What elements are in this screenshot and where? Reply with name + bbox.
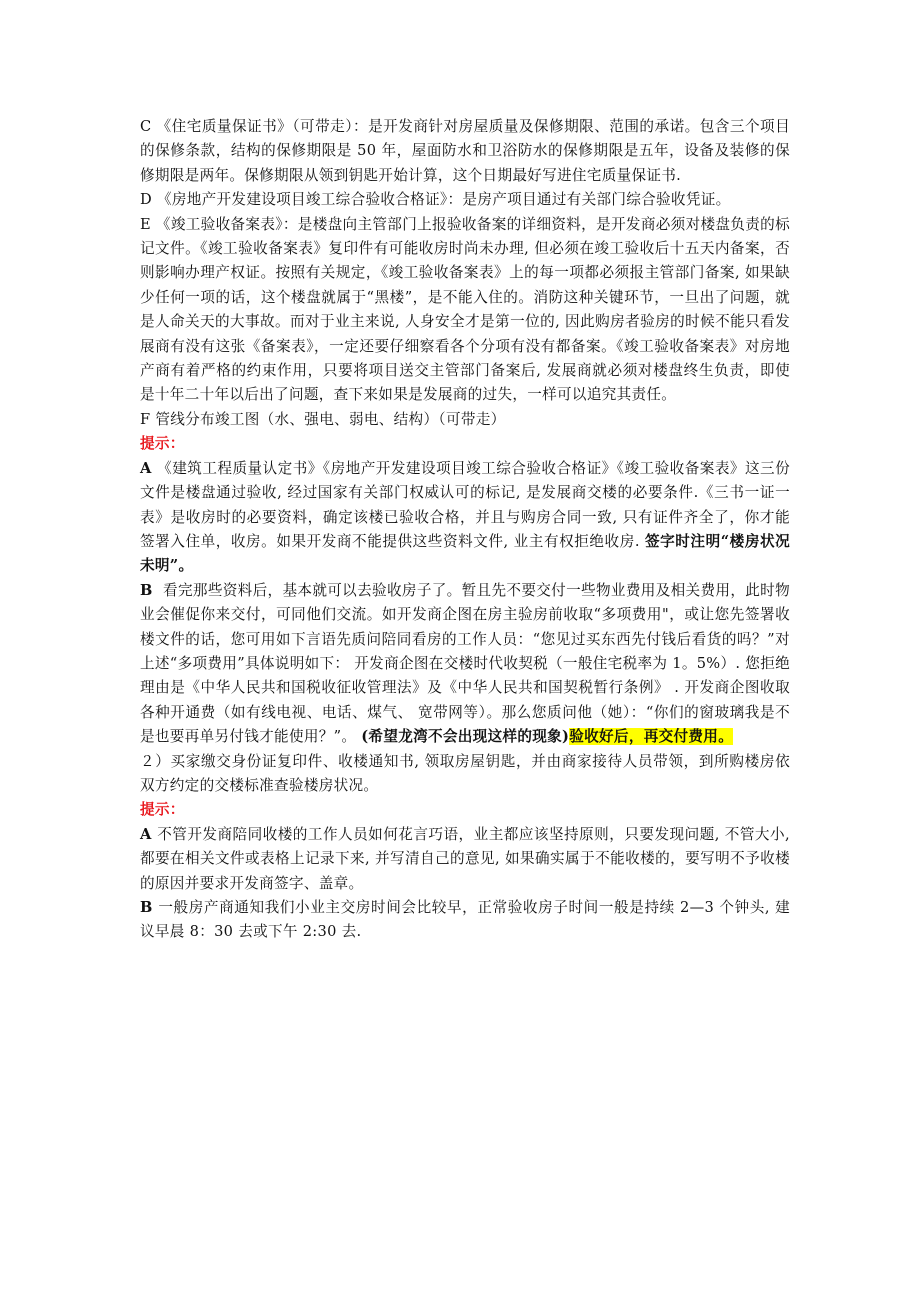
tip-heading-1: 提示： (140, 435, 185, 453)
item-text-c: 《住宅质量保证书》（可带走）：是开发商针对房屋质量及保修期限、范围的承诺。包含三个项目的保修条款，结构的保修期限是 50 年，屋面防水和卫浴防水的保修期限是五年，设备及装修的保修期限是两年。保修期限从领到钥匙开始计算，这个日期最好写进住宅质量保证书. (140, 118, 790, 184)
item-text-f: F 管线分布竣工图（水、强电、弱电、结构）（可带走） (140, 410, 506, 428)
paragraph-c (140, 115, 790, 188)
highlighted-text: 验收好后，再交付费用。 (569, 728, 734, 746)
paragraph-a1 (140, 457, 790, 579)
paragraph-b2 (140, 896, 790, 945)
paragraph-f (140, 408, 790, 432)
item-label-e: E (140, 215, 156, 233)
item-bold-b1: (希望龙湾不会出现这样的现象) (361, 728, 570, 746)
paragraph-b1 (140, 579, 790, 750)
item-text-d: 《房地产开发建设项目竣工综合验收合格证》：是房产项目通过有关部门综合验收凭证。 (156, 191, 731, 209)
document-body (140, 115, 795, 945)
item-bold-a1: 签字时注明“楼房状况未明”。 (140, 532, 791, 575)
item-text-a2: 不管开发商陪同收楼的工作人员如何花言巧语，业主都应该坚持原则，只要发现问题, 不管大小, 都要在相关文件或表格上记录下来, 并写清自己的意见, 如果确实属于不能收楼的，要写明不予收楼的原因并要求开发商签字、盖章。 (140, 825, 795, 892)
item-label-a2: A (140, 825, 158, 843)
item-text-step-2: ２）买家缴交身份证复印件、收楼通知书, 领取房屋钥匙，并由商家接待人员带领，到所购楼房依双方约定的交楼标准查验楼房状况。 (140, 752, 790, 794)
item-label-d: D (140, 191, 157, 209)
item-label-a1: A (140, 459, 158, 477)
paragraph-step-2 (140, 750, 790, 799)
paragraph-e (140, 213, 790, 408)
item-label-b1: B (140, 581, 159, 599)
item-text-b1: 看完那些资料后，基本就可以去验收房子了。暂且先不要交付一些物业费用及相关费用，此时物业会催促你来交付，可同他们交流。如开发商企图在房主验房前收取“多项费用"，或让您先签署收楼文件的话，您可用如下言语先质问陪同看房的工作人员：“您见过买东西先付钱后看货的吗？”对上述“多项费用”具体说明如下： 开发商企图在交楼时代收契税（一般住宅税率为 1。5%）. 您拒绝理由是《中华人民共和国税收征收管理法》及《中华人民共和国契税暂行条例》 . 开发商企图收取各种开通费（如有线电视、电话、煤气、 宽带网等）。那么您质问他（她）：“你们的窗玻璃我是不是也要再单另付钱才能使用？”。 (140, 581, 791, 746)
item-text-b2: 一般房产商通知我们小业主交房时间会比较早，正常验收房子时间一般是持续 2—3 个钟头, 建议早晨 8：30 去或下午 2:30 去. (140, 899, 791, 941)
item-text-e: 《竣工验收备案表》：是楼盘向主管部门上报验收备案的详细资料，是开发商必须对楼盘负责的标记文件。《竣工验收备案表》复印件有可能收房时尚未办理, 但必须在竣工验收后十五天内备案，否则影响办理产权证。按照有关规定，《竣工验收备案表》上的每一项都必须报主管部门备案, 如果缺少任何一项的话，这个楼盘就属于“黑楼”，是不能入住的。消防这种关键环节，一旦出了问题，就是人命关天的大事故。而对于业主来说, 人身安全才是第一位的, 因此购房者验房的时候不能只看发展商有没有这张《备案表》，一定还要仔细察看各个分项有没有都备案。《竣工验收备案表》对房地产商有着严格的约束作用，只要将项目送交主管部门备案后, 发展商就必须对楼盘终生负责，即使是十年二十年以后出了问题，查下来如果是发展商的过失，一样可以追究其责任。 (140, 215, 790, 404)
tip-heading-2: 提示： (140, 801, 185, 819)
paragraph-d (140, 188, 790, 212)
item-label-c: C (140, 118, 157, 135)
item-label-b2: B (140, 899, 159, 916)
paragraph-a2 (140, 823, 795, 896)
item-text-a1: 《建筑工程质量认定书》《房地产开发建设项目竣工综合验收合格证》《竣工验收备案表》这三份文件是楼盘通过验收, 经过国家有关部门权威认可的标记, 是发展商交楼的必要条件.《三书一证一表》是收房时的必要资料，确定该楼已验收合格，并且与购房合同一致, 只有证件齐全了，你才能签署入住单，收房。如果开发商不能提供这些资料文件, 业主有权拒绝收房. (140, 459, 790, 550)
